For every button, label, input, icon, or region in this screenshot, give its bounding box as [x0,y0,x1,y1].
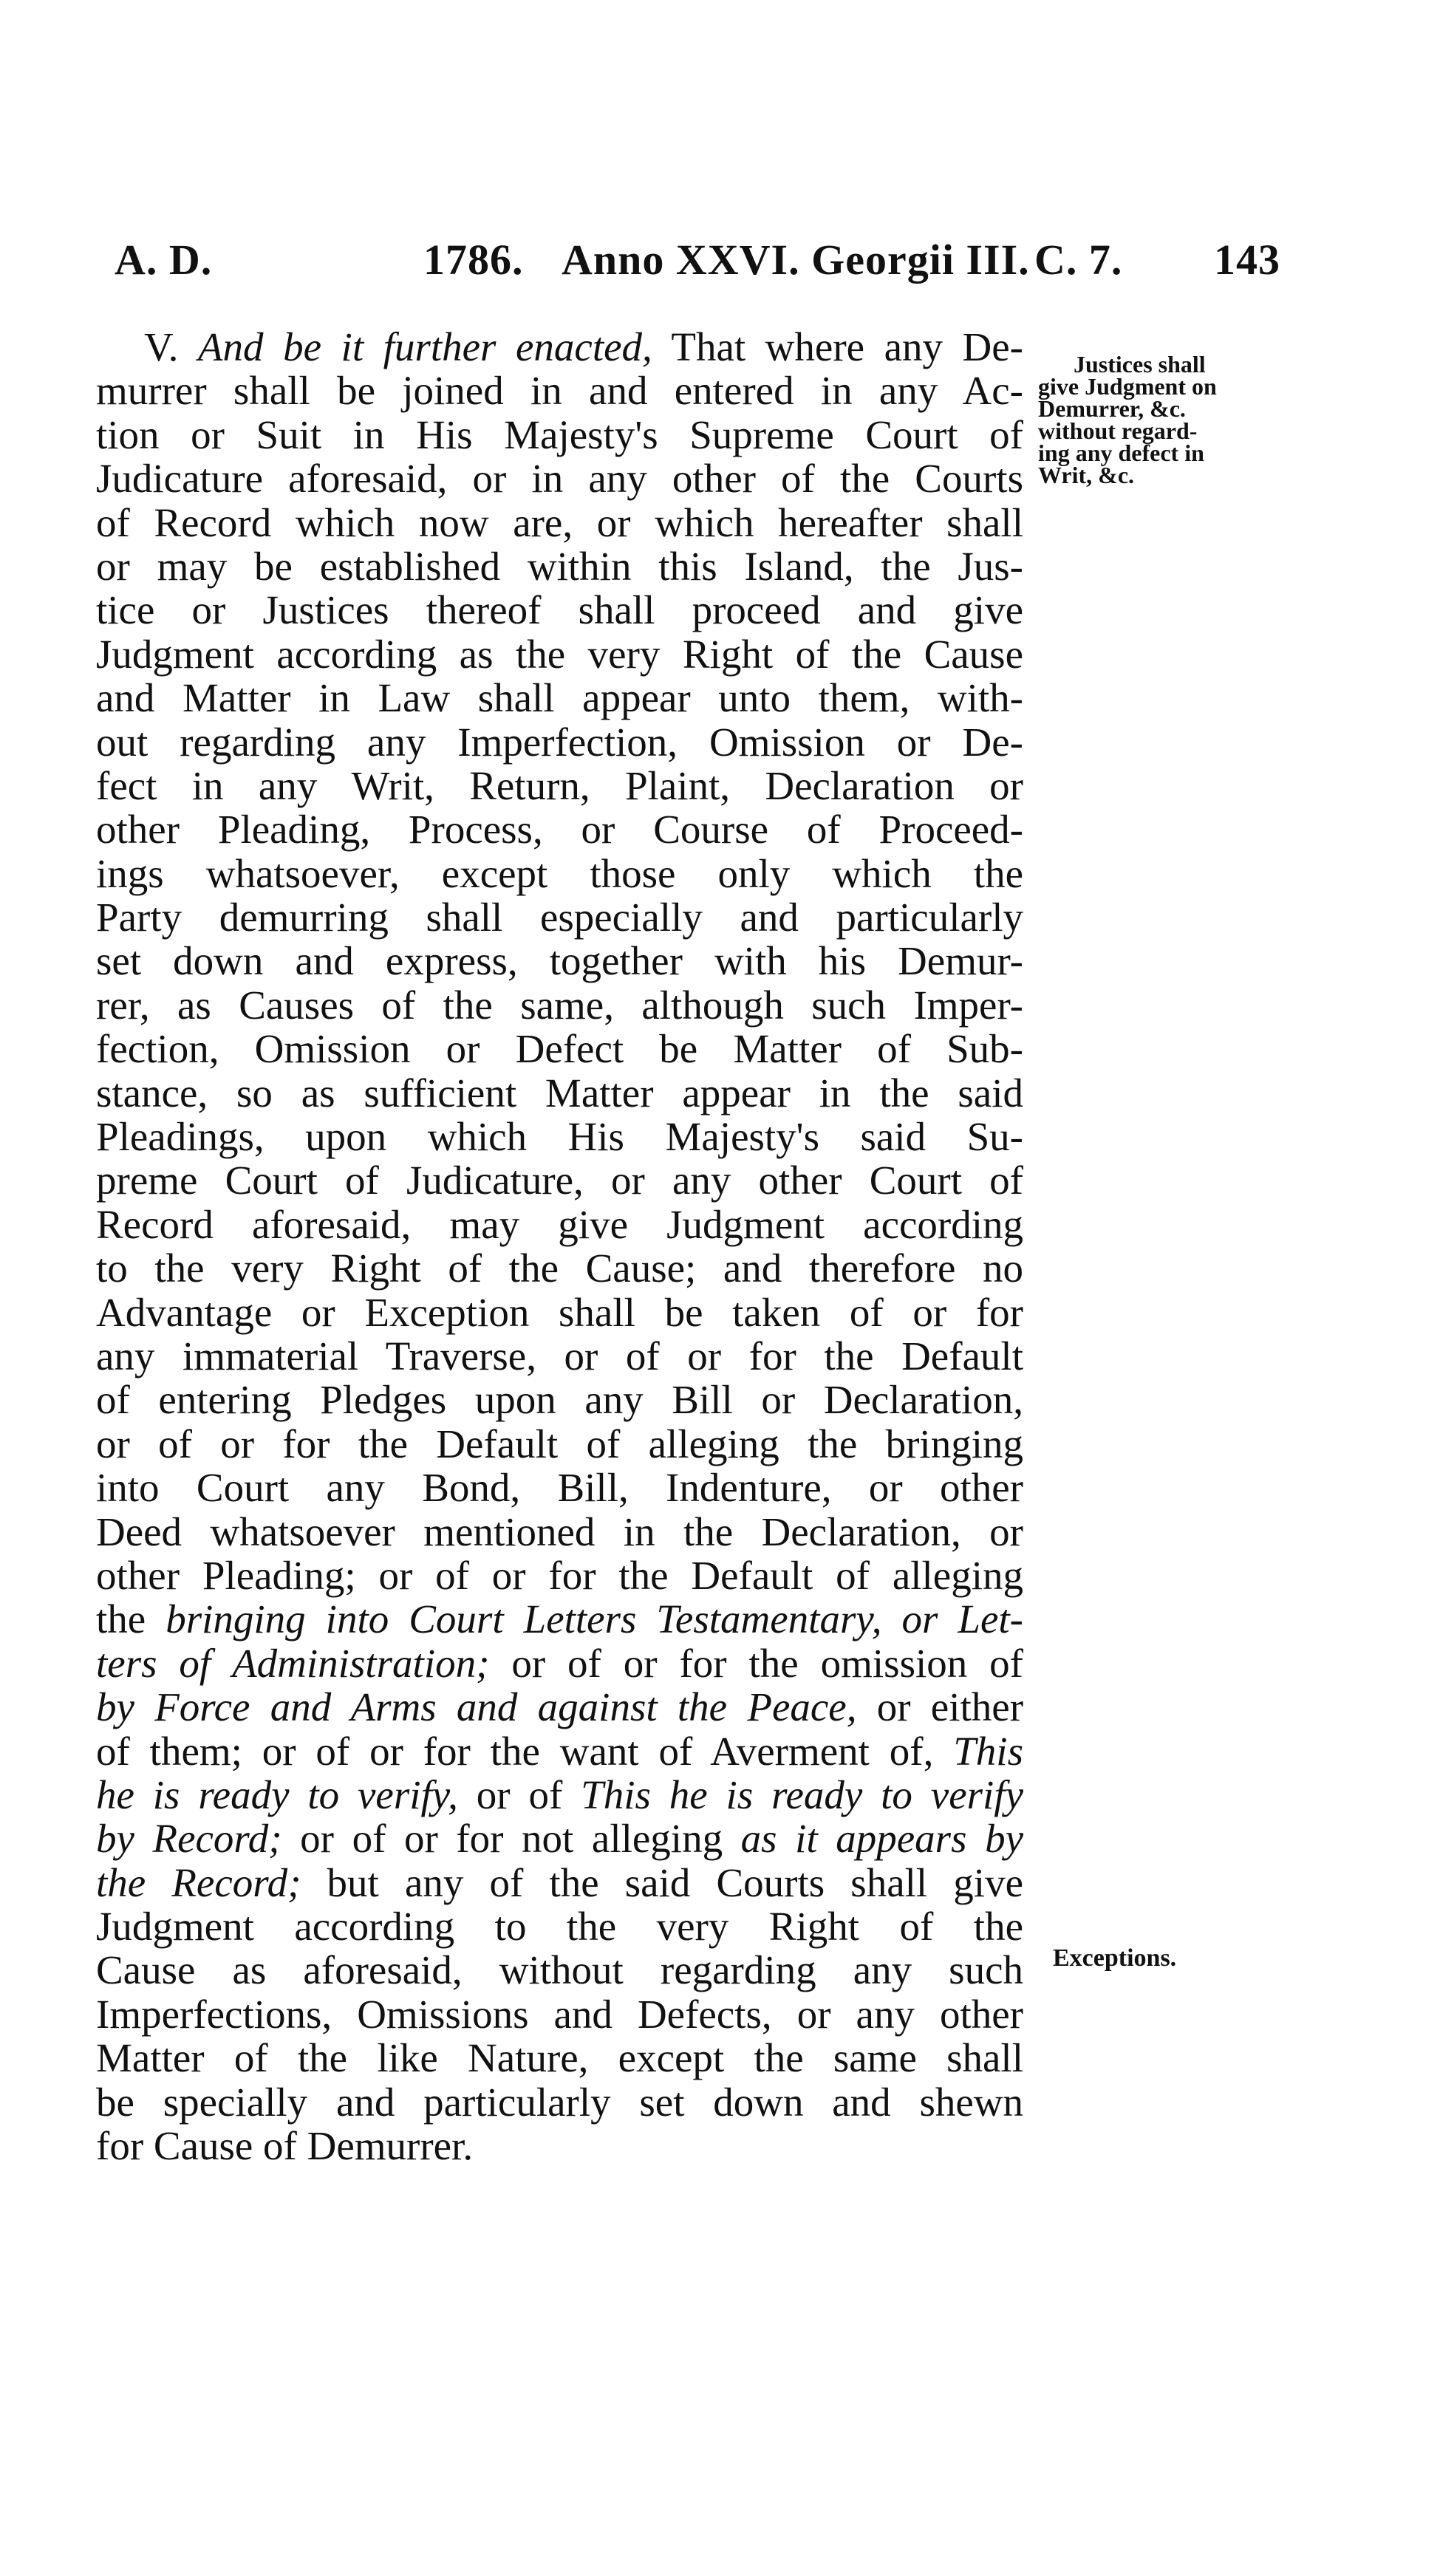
text-line [96,1597,1023,1641]
text-line: tion or Suit in His Majesty's Supreme Court of [96,411,1023,457]
text-line: for Cause of Demurrer. [96,2123,474,2169]
text-line: set down and express, together with his Demur- [96,938,1023,984]
text-line: of entering Pledges upon any Bill or Declaration, [96,1377,1023,1423]
text-line: Judicature aforesaid, or in any other of the Courts [96,456,1023,502]
italic-fragment: the Record; [96,1859,301,1905]
text-line [96,1773,1023,1817]
text-line: Matter of the like Nature, except the same shall [96,2035,1023,2081]
text-line: murrer shall be joined in and entered in any Ac- [96,368,1023,414]
page-number: 143 [1214,236,1280,284]
text-line: preme Court of Judicature, or any other Court of [96,1158,1023,1203]
text-line: Deed whatsoever mentioned in the Declaration, or [96,1509,1023,1554]
text-line: Judgment according to the very Right of the [96,1904,1023,1950]
header-year-prefix: A. D. [115,236,213,284]
italic-fragment: This he is ready to verify [581,1772,1023,1817]
marginal-note-line: Justices shall [1074,351,1206,377]
text-fragment: or of [457,1772,581,1817]
text-line: other Pleading, Process, or Course of Proceed- [96,807,1023,853]
text-line: Record aforesaid, may give Judgment according [96,1201,1023,1247]
text-line: out regarding any Imperfection, Omission or De- [96,719,1023,765]
section-text [96,325,1023,2167]
marginal-note-line: Demurrer, &c. [1038,395,1186,422]
text-line: Imperfections, Omissions and Defects, or any other [96,1991,1023,2037]
text-line: or of or for the Default of alleging the bringing [96,1421,1023,1466]
text-fragment: or either [856,1684,1024,1730]
text-fragment: of them; or of or for the want of Averment of, [96,1728,954,1774]
text-line: Judgment according as the very Right of the Cause [96,631,1023,677]
marginal-note-justices [1038,353,1289,486]
text-line [96,325,1023,369]
italic-fragment: he is ready to verify, [96,1772,458,1817]
text-line: fection, Omission or Defect be Matter of Sub- [96,1026,1023,1072]
italic-fragment: as it appears by [740,1816,1023,1862]
header-chapter: C. 7. [1034,236,1123,284]
marginal-note-line: without regard- [1038,417,1198,444]
text-fragment: or of or for not alleging [281,1816,741,1862]
text-fragment: but any of the said Courts shall give [301,1859,1023,1905]
text-line: stance, so as sufficient Matter appear in the said [96,1070,1023,1116]
text-line [96,1641,1023,1685]
text-line: tice or Justices thereof shall proceed and give [96,587,1023,633]
text-line: rer, as Causes of the same, although such Imper- [96,982,1023,1028]
text-line: into Court any Bond, Bill, Indenture, or other [96,1465,1023,1511]
text-line: fect in any Writ, Return, Plaint, Declaration or [96,762,1023,808]
text-line [96,1729,1023,1773]
text-line: be specially and particularly set down and shewn [96,2079,1023,2125]
header-year: 1786. [423,236,524,284]
text-line: of Record which now are, or which hereafter shall [96,499,1023,545]
text-line: other Pleading; or of or for the Default of alleging [96,1552,1023,1598]
marginal-note-line: give Judgment on [1038,373,1217,400]
italic-fragment: This [953,1728,1023,1774]
section-number: V. [144,324,179,369]
italic-fragment: bringing into Court Letters Testamentary, or Let- [166,1596,1023,1642]
text-line [96,1817,1023,1860]
text-fragment: or of or for the omission of [489,1640,1023,1686]
marginal-note-line: ing any defect in [1038,440,1204,466]
text-fragment: That where any De- [671,324,1023,369]
text-line [96,1685,1023,1729]
header-regnal-year: Anno XXVI. Georgii III. [562,236,1030,284]
text-line: ings whatsoever, except those only which the [96,850,1023,896]
marginal-note-exceptions: Exceptions. [1053,1944,1177,1972]
text-line: Advantage or Exception shall be taken of or for [96,1289,1023,1335]
italic-fragment: by Force and Arms and against the Peace, [96,1684,857,1730]
text-line: and Matter in Law shall appear unto them, with- [96,675,1023,721]
enacting-phrase: And be it further enacted, [197,324,652,369]
text-line: to the very Right of the Cause; and therefore no [96,1246,1023,1291]
running-header [111,235,1286,294]
text-line: any immaterial Traverse, or of or for the Default [96,1333,1023,1378]
text-line: Party demurring shall especially and particularly [96,895,1023,940]
italic-fragment: by Record; [96,1816,282,1862]
text-line: Pleadings, upon which His Majesty's said Su- [96,1114,1023,1160]
marginal-note-line: Writ, &c. [1038,462,1135,488]
text-line: Cause as aforesaid, without regarding any such [96,1947,1023,1993]
text-fragment: the [96,1596,166,1642]
text-line: or may be established within this Island, the Jus- [96,543,1023,589]
text-line [96,1861,1023,1904]
italic-fragment: ters of Administration; [96,1640,490,1686]
